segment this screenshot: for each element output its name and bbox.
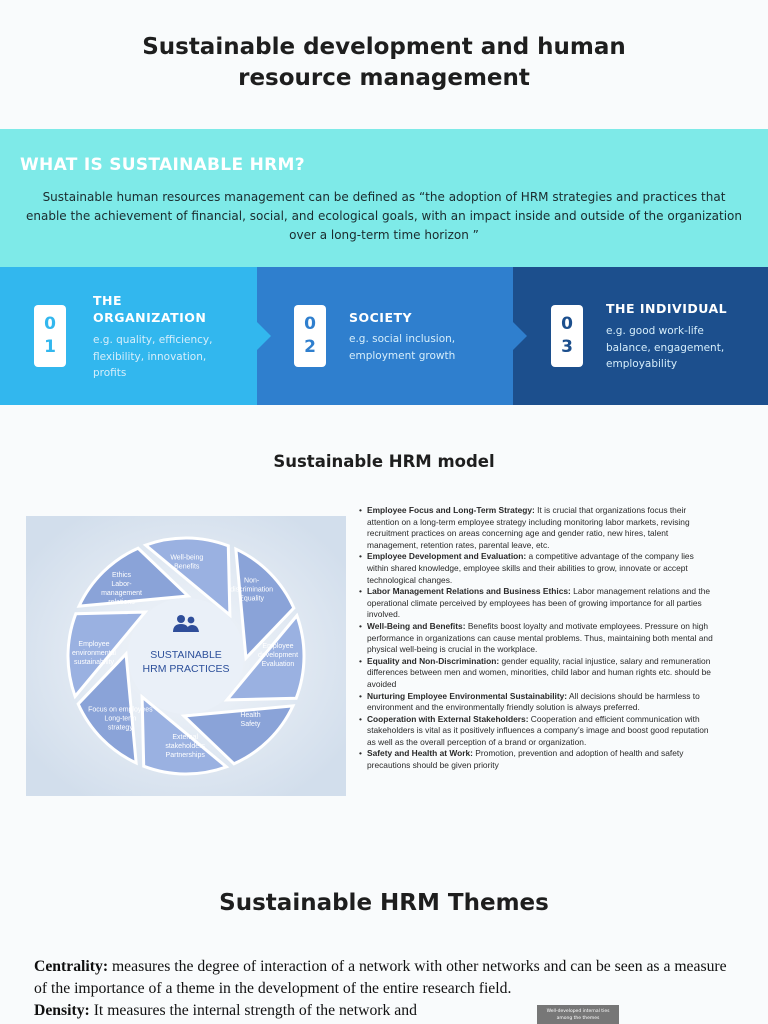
thumbnail-line: Well-developed internal ties	[546, 1009, 610, 1014]
chevron-arrow	[513, 322, 527, 350]
bullet-term: Well-Being and Benefits:	[367, 620, 466, 631]
bullet-term: Employee Focus and Long-Term Strategy:	[367, 505, 535, 515]
bullet-text: Benefits boost loyalty and motivate employees. Pressure on high performance in organizations can cause mental problems. Thus, maintaining both mental and physical well-being is crucial in the workplace.	[367, 620, 713, 655]
model-bullet-item	[367, 691, 715, 714]
level-number-bottom: 2	[304, 337, 316, 357]
wheel-segment-label-line: relations	[108, 598, 135, 606]
sustainable-hrm-wheel-diagram	[26, 516, 346, 796]
level-heading-line: SOCIETY	[349, 310, 413, 325]
level-description-line: flexibility, innovation,	[93, 350, 207, 363]
definition-panel	[0, 129, 768, 267]
themes-paragraph	[34, 956, 736, 1022]
level-number-badge	[294, 305, 326, 367]
model-bullet-item	[367, 586, 715, 621]
level-heading	[93, 292, 206, 326]
page-title-line1: Sustainable development and human	[142, 34, 626, 60]
bullet-term: Employee Development and Evaluation:	[367, 551, 527, 562]
level-description-line: e.g. social inclusion,	[349, 333, 456, 345]
bullet-term: Labor Management Relations and Business Ethics:	[367, 586, 571, 597]
level-number-top: 0	[44, 314, 56, 334]
level-number-top: 0	[561, 314, 573, 334]
thumbnail-line: among the themes	[556, 1016, 600, 1021]
wheel-segment-label-line: Equality	[239, 595, 265, 603]
model-bullet-item	[367, 551, 715, 586]
wheel-center-line1: SUSTAINABLE	[150, 649, 222, 661]
level-description-line: profits	[93, 367, 127, 379]
model-bullet-item	[367, 505, 715, 551]
chevron-arrow	[257, 322, 271, 350]
level-description	[606, 323, 724, 373]
wheel-segment-label-line: sustainability	[73, 659, 115, 667]
bullet-text: All decisions should be harmless to environment and the environmentally friendly solution is always preferred.	[367, 690, 700, 713]
wheel-segment-label-line: Focus on employees	[88, 706, 153, 714]
level-description-line: balance, engagement,	[606, 341, 725, 354]
density-text: It measures the internal strength of the network and	[89, 1002, 417, 1019]
bullet-text: Promotion, prevention and adoption of health and safety precautions should be given priority	[367, 748, 684, 771]
level-number-bottom: 1	[44, 337, 56, 357]
model-title: Sustainable HRM model	[273, 452, 495, 471]
wheel-segment-label-line: environmental	[72, 650, 116, 658]
level-society-band	[257, 267, 513, 405]
level-description	[93, 332, 212, 382]
model-bullet-item	[367, 621, 715, 656]
wheel-segment-label-line: Safety	[240, 721, 261, 729]
level-organization-band	[0, 267, 257, 405]
level-description-line: e.g. quality, efficiency,	[93, 334, 213, 346]
wheel-segment-label-line: Employee	[78, 641, 110, 649]
wheel-segment-label-line: management	[101, 589, 142, 597]
level-number-top: 0	[304, 314, 316, 334]
wheel-segment-label-line: External	[172, 733, 199, 741]
level-number-badge	[551, 305, 583, 367]
bullet-text: a competitive advantage of the company lies within shared knowledge, employee skills and their abilities to grow, innovate or accept technological changes.	[367, 551, 694, 585]
bullet-text: Labor management relations and the operational climate perceived by employees has been of growing importance for all parties involved.	[367, 586, 711, 620]
centrality-term: Centrality:	[34, 958, 109, 975]
level-heading	[606, 300, 727, 317]
bullet-term: Cooperation with External Stakeholders:	[367, 713, 529, 724]
wheel-segment-label-line: development	[257, 651, 299, 659]
wheel-graphic	[26, 516, 346, 796]
model-bullet-list	[358, 505, 715, 772]
level-number-bottom: 3	[561, 337, 573, 357]
levels-banner	[0, 267, 768, 405]
wheel-segment-label-line: Evaluation	[261, 660, 295, 668]
wheel-segment-label-line: stakeholders	[165, 742, 206, 750]
wheel-segment-label-line: strategy	[107, 724, 133, 732]
page-title	[0, 32, 768, 94]
themes-diagram-thumbnail	[537, 1005, 619, 1024]
model-bullet-item	[367, 656, 715, 691]
wheel-segment-label-line: Partnerships	[165, 751, 205, 759]
wheel-center-line2: HRM PRACTICES	[142, 663, 230, 675]
level-number-badge	[34, 305, 66, 367]
model-bullet-item	[367, 748, 715, 771]
level-description	[349, 331, 455, 364]
wheel-segment-label-line: Non-	[244, 577, 260, 585]
bullet-text: Cooperation and efficient communication with stakeholders is vital as it positively influences a company’s image and boost good reputation as well as the overall perception of a brand or organization.	[367, 713, 709, 747]
wheel-segment-label-line: Employee	[262, 642, 294, 650]
bullet-text: It is crucial that organizations focus their attention on a long-term employee strategy including monitoring labor markets, revising recruitment practices on areas concerning age and gender ratio, new hires, talent management, retention rates, parental leave, etc.	[367, 505, 690, 550]
themes-title: Sustainable HRM Themes	[219, 890, 549, 916]
level-heading-line: THE	[93, 293, 123, 308]
definition-text: Sustainable human resources management can be defined as “the adoption of HRM strategies and practices that enable the achievement of financial, social, and ecological goals, with an impact inside and outside of the organization over a long-term time horizon ”	[26, 190, 742, 242]
level-description-line: employment growth	[349, 349, 456, 362]
level-heading-line: ORGANIZATION	[93, 310, 207, 325]
bullet-term: Equality and Non-Discrimination:	[367, 655, 500, 666]
model-bullet-item	[367, 714, 715, 749]
wheel-segment-label-line: discrimination	[230, 586, 274, 594]
wheel-segment-label-line: Long-term	[104, 715, 137, 723]
page-title-line2: resource management	[238, 65, 530, 91]
wheel-segment-label-line: Health	[240, 712, 261, 720]
level-heading-line: THE INDIVIDUAL	[606, 301, 728, 316]
level-description-line: e.g. good work-life	[606, 325, 704, 337]
centrality-text: measures the degree of interaction of a network with other networks and can be seen as a measure of the importance of a theme in the development of the entire research field.	[34, 958, 727, 997]
density-term: Density:	[34, 1002, 90, 1019]
bullet-text: gender equality, racial injustice, salary and remuneration differences between men and women, minorities, child labor and human rights etc. should be avoided	[367, 655, 711, 689]
wheel-segment-label	[258, 643, 298, 668]
level-individual-band	[513, 267, 768, 405]
bullet-term: Nurturing Employee Environmental Sustainability:	[367, 690, 568, 701]
bullet-term: Safety and Health at Work:	[367, 748, 473, 759]
wheel-segment-label-line: Benefits	[174, 563, 200, 571]
level-description-line: employability	[606, 358, 678, 370]
definition-heading: WHAT IS SUSTAINABLE HRM?	[20, 155, 305, 175]
wheel-segment-label-line: Ethics	[111, 571, 132, 579]
level-heading	[349, 309, 412, 326]
wheel-segment-label-line: Labor-	[111, 580, 132, 588]
wheel-segment-label-line: Well-being	[170, 554, 204, 562]
